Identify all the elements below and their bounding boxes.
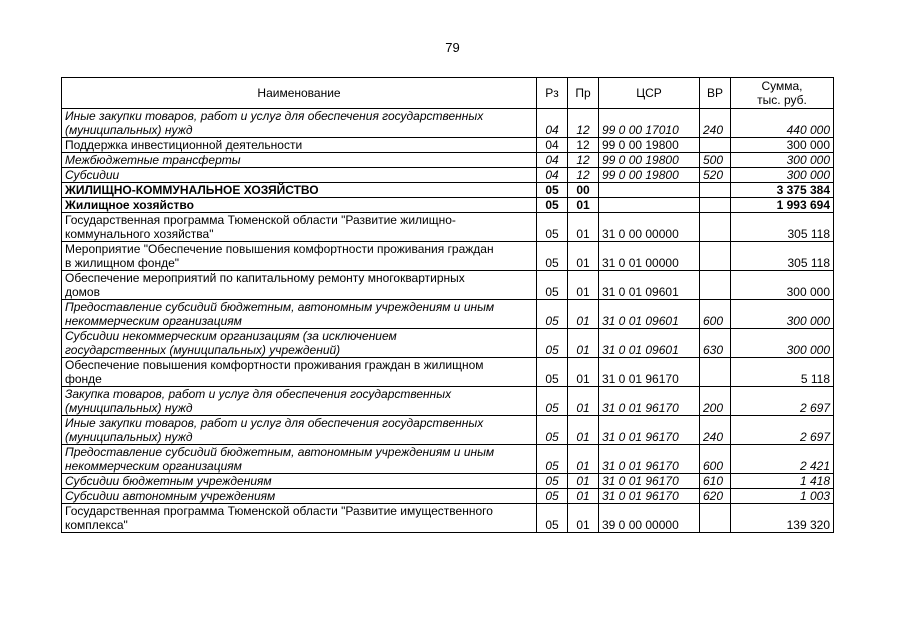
cell-pr: 01 xyxy=(568,358,599,387)
cell-vr xyxy=(700,213,731,242)
cell-name: Субсидии некоммерческим организациям (за исключением государственных (муниципальных) учреждений) xyxy=(62,329,537,358)
cell-name: Межбюджетные трансферты xyxy=(62,153,537,168)
cell-csr: 31 0 01 96170 xyxy=(599,387,700,416)
header-rz: Рз xyxy=(537,78,568,109)
cell-vr xyxy=(700,242,731,271)
cell-name: Субсидии автономным учреждениям xyxy=(62,489,537,504)
cell-sum: 3 375 384 xyxy=(731,183,834,198)
table-row xyxy=(62,489,834,504)
cell-pr: 01 xyxy=(568,213,599,242)
cell-sum: 2 421 xyxy=(731,445,834,474)
cell-sum: 305 118 xyxy=(731,242,834,271)
cell-rz: 05 xyxy=(537,300,568,329)
cell-csr: 31 0 01 96170 xyxy=(599,445,700,474)
header-vr: ВР xyxy=(700,78,731,109)
table-row xyxy=(62,183,834,198)
cell-pr: 12 xyxy=(568,138,599,153)
table-row xyxy=(62,300,834,329)
cell-rz: 05 xyxy=(537,213,568,242)
header-name: Наименование xyxy=(62,78,537,109)
cell-csr: 31 0 01 96170 xyxy=(599,416,700,445)
cell-rz: 05 xyxy=(537,242,568,271)
cell-vr: 610 xyxy=(700,474,731,489)
cell-rz: 05 xyxy=(537,271,568,300)
cell-vr: 520 xyxy=(700,168,731,183)
table-row xyxy=(62,445,834,474)
cell-name: Жилищное хозяйство xyxy=(62,198,537,213)
cell-csr xyxy=(599,198,700,213)
cell-csr: 31 0 01 96170 xyxy=(599,489,700,504)
cell-vr: 620 xyxy=(700,489,731,504)
cell-sum: 5 118 xyxy=(731,358,834,387)
cell-name: Предоставление субсидий бюджетным, автономным учреждениям и иным некоммерческим организациям xyxy=(62,445,537,474)
cell-vr: 600 xyxy=(700,300,731,329)
cell-rz: 04 xyxy=(537,138,568,153)
cell-rz: 05 xyxy=(537,183,568,198)
cell-name: Закупка товаров, работ и услуг для обеспечения государственных (муниципальных) нужд xyxy=(62,387,537,416)
cell-csr: 31 0 01 96170 xyxy=(599,358,700,387)
cell-name: Государственная программа Тюменской области "Развитие имущественного комплекса" xyxy=(62,504,537,533)
table-row xyxy=(62,138,834,153)
cell-rz: 05 xyxy=(537,358,568,387)
cell-sum: 300 000 xyxy=(731,300,834,329)
cell-name: Субсидии xyxy=(62,168,537,183)
cell-pr: 01 xyxy=(568,329,599,358)
cell-rz: 05 xyxy=(537,198,568,213)
cell-sum: 139 320 xyxy=(731,504,834,533)
cell-rz: 05 xyxy=(537,445,568,474)
table-row xyxy=(62,387,834,416)
table-row xyxy=(62,416,834,445)
table-header-row xyxy=(62,78,834,109)
cell-rz: 05 xyxy=(537,387,568,416)
cell-vr: 240 xyxy=(700,109,731,138)
cell-rz: 04 xyxy=(537,109,568,138)
table-row xyxy=(62,504,834,533)
cell-csr: 31 0 01 09601 xyxy=(599,300,700,329)
cell-name: Обеспечение мероприятий по капитальному ремонту многоквартирных домов xyxy=(62,271,537,300)
table-row xyxy=(62,109,834,138)
cell-csr: 31 0 01 09601 xyxy=(599,271,700,300)
cell-vr xyxy=(700,183,731,198)
cell-vr: 630 xyxy=(700,329,731,358)
cell-pr: 01 xyxy=(568,300,599,329)
cell-sum: 300 000 xyxy=(731,271,834,300)
table-row xyxy=(62,474,834,489)
table-row xyxy=(62,242,834,271)
cell-rz: 05 xyxy=(537,416,568,445)
cell-name: Поддержка инвестиционной деятельности xyxy=(62,138,537,153)
cell-pr: 01 xyxy=(568,489,599,504)
cell-csr xyxy=(599,183,700,198)
cell-vr: 500 xyxy=(700,153,731,168)
cell-csr: 99 0 00 19800 xyxy=(599,168,700,183)
cell-csr: 39 0 00 00000 xyxy=(599,504,700,533)
cell-rz: 05 xyxy=(537,474,568,489)
cell-sum: 300 000 xyxy=(731,153,834,168)
page-number: 79 xyxy=(445,40,460,55)
cell-sum: 2 697 xyxy=(731,416,834,445)
table-row xyxy=(62,168,834,183)
cell-pr: 01 xyxy=(568,474,599,489)
cell-sum: 1 418 xyxy=(731,474,834,489)
table-row xyxy=(62,153,834,168)
cell-csr: 99 0 00 19800 xyxy=(599,153,700,168)
cell-sum: 2 697 xyxy=(731,387,834,416)
header-csr: ЦСР xyxy=(599,78,700,109)
cell-pr: 12 xyxy=(568,153,599,168)
cell-rz: 04 xyxy=(537,153,568,168)
cell-vr: 200 xyxy=(700,387,731,416)
cell-csr: 31 0 01 09601 xyxy=(599,329,700,358)
cell-rz: 04 xyxy=(537,168,568,183)
cell-vr: 240 xyxy=(700,416,731,445)
cell-vr xyxy=(700,358,731,387)
cell-vr xyxy=(700,198,731,213)
cell-pr: 00 xyxy=(568,183,599,198)
cell-rz: 05 xyxy=(537,504,568,533)
cell-name: Мероприятие "Обеспечение повышения комфортности проживания граждан в жилищном фонде" xyxy=(62,242,537,271)
header-pr: Пр xyxy=(568,78,599,109)
cell-name: Обеспечение повышения комфортности проживания граждан в жилищном фонде xyxy=(62,358,537,387)
cell-sum: 440 000 xyxy=(731,109,834,138)
cell-pr: 12 xyxy=(568,109,599,138)
table-row xyxy=(62,358,834,387)
cell-name: Иные закупки товаров, работ и услуг для обеспечения государственных (муниципальных) нужд xyxy=(62,109,537,138)
cell-pr: 01 xyxy=(568,242,599,271)
cell-pr: 01 xyxy=(568,445,599,474)
table-row xyxy=(62,213,834,242)
cell-sum: 1 003 xyxy=(731,489,834,504)
cell-vr xyxy=(700,504,731,533)
cell-csr: 31 0 01 00000 xyxy=(599,242,700,271)
header-sum: Сумма, тыс. руб. xyxy=(731,78,834,109)
cell-csr: 99 0 00 17010 xyxy=(599,109,700,138)
cell-sum: 1 993 694 xyxy=(731,198,834,213)
table-row xyxy=(62,271,834,300)
cell-rz: 05 xyxy=(537,489,568,504)
table-row xyxy=(62,329,834,358)
cell-pr: 12 xyxy=(568,168,599,183)
cell-sum: 300 000 xyxy=(731,138,834,153)
cell-name: Государственная программа Тюменской области "Развитие жилищно- коммунального хозяйства" xyxy=(62,213,537,242)
cell-pr: 01 xyxy=(568,504,599,533)
cell-csr: 31 0 01 96170 xyxy=(599,474,700,489)
cell-name: ЖИЛИЩНО-КОММУНАЛЬНОЕ ХОЗЯЙСТВО xyxy=(62,183,537,198)
cell-rz: 05 xyxy=(537,329,568,358)
cell-pr: 01 xyxy=(568,416,599,445)
cell-csr: 31 0 00 00000 xyxy=(599,213,700,242)
cell-name: Иные закупки товаров, работ и услуг для обеспечения государственных (муниципальных) нужд xyxy=(62,416,537,445)
cell-name: Предоставление субсидий бюджетным, автономным учреждениям и иным некоммерческим организациям xyxy=(62,300,537,329)
cell-sum: 300 000 xyxy=(731,168,834,183)
cell-vr xyxy=(700,138,731,153)
cell-sum: 305 118 xyxy=(731,213,834,242)
cell-csr: 99 0 00 19800 xyxy=(599,138,700,153)
cell-pr: 01 xyxy=(568,387,599,416)
budget-table xyxy=(61,77,834,533)
cell-pr: 01 xyxy=(568,198,599,213)
cell-vr: 600 xyxy=(700,445,731,474)
table-row xyxy=(62,198,834,213)
cell-vr xyxy=(700,271,731,300)
cell-name: Субсидии бюджетным учреждениям xyxy=(62,474,537,489)
cell-pr: 01 xyxy=(568,271,599,300)
cell-sum: 300 000 xyxy=(731,329,834,358)
